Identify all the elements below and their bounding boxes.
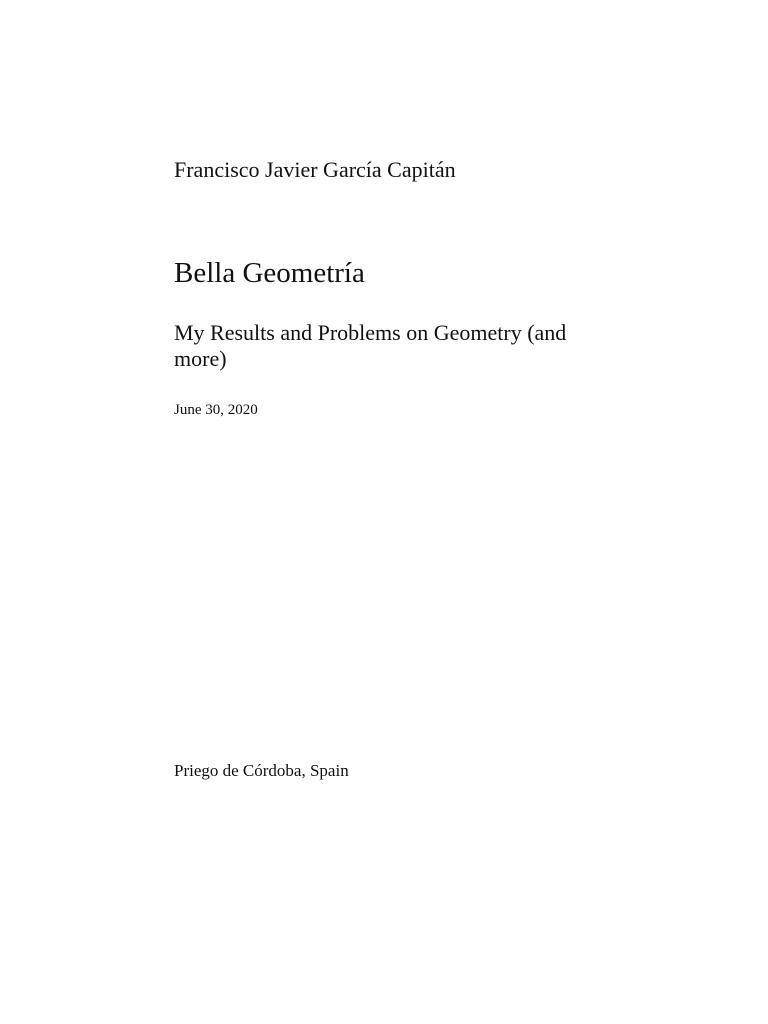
author-name: Francisco Javier García Capitán [174,157,456,182]
book-title: Bella Geometría [174,257,365,289]
publication-date: June 30, 2020 [174,402,258,418]
book-subtitle: My Results and Problems on Geometry (and more) [174,320,567,371]
publisher-location: Priego de Córdoba, Spain [174,761,349,780]
